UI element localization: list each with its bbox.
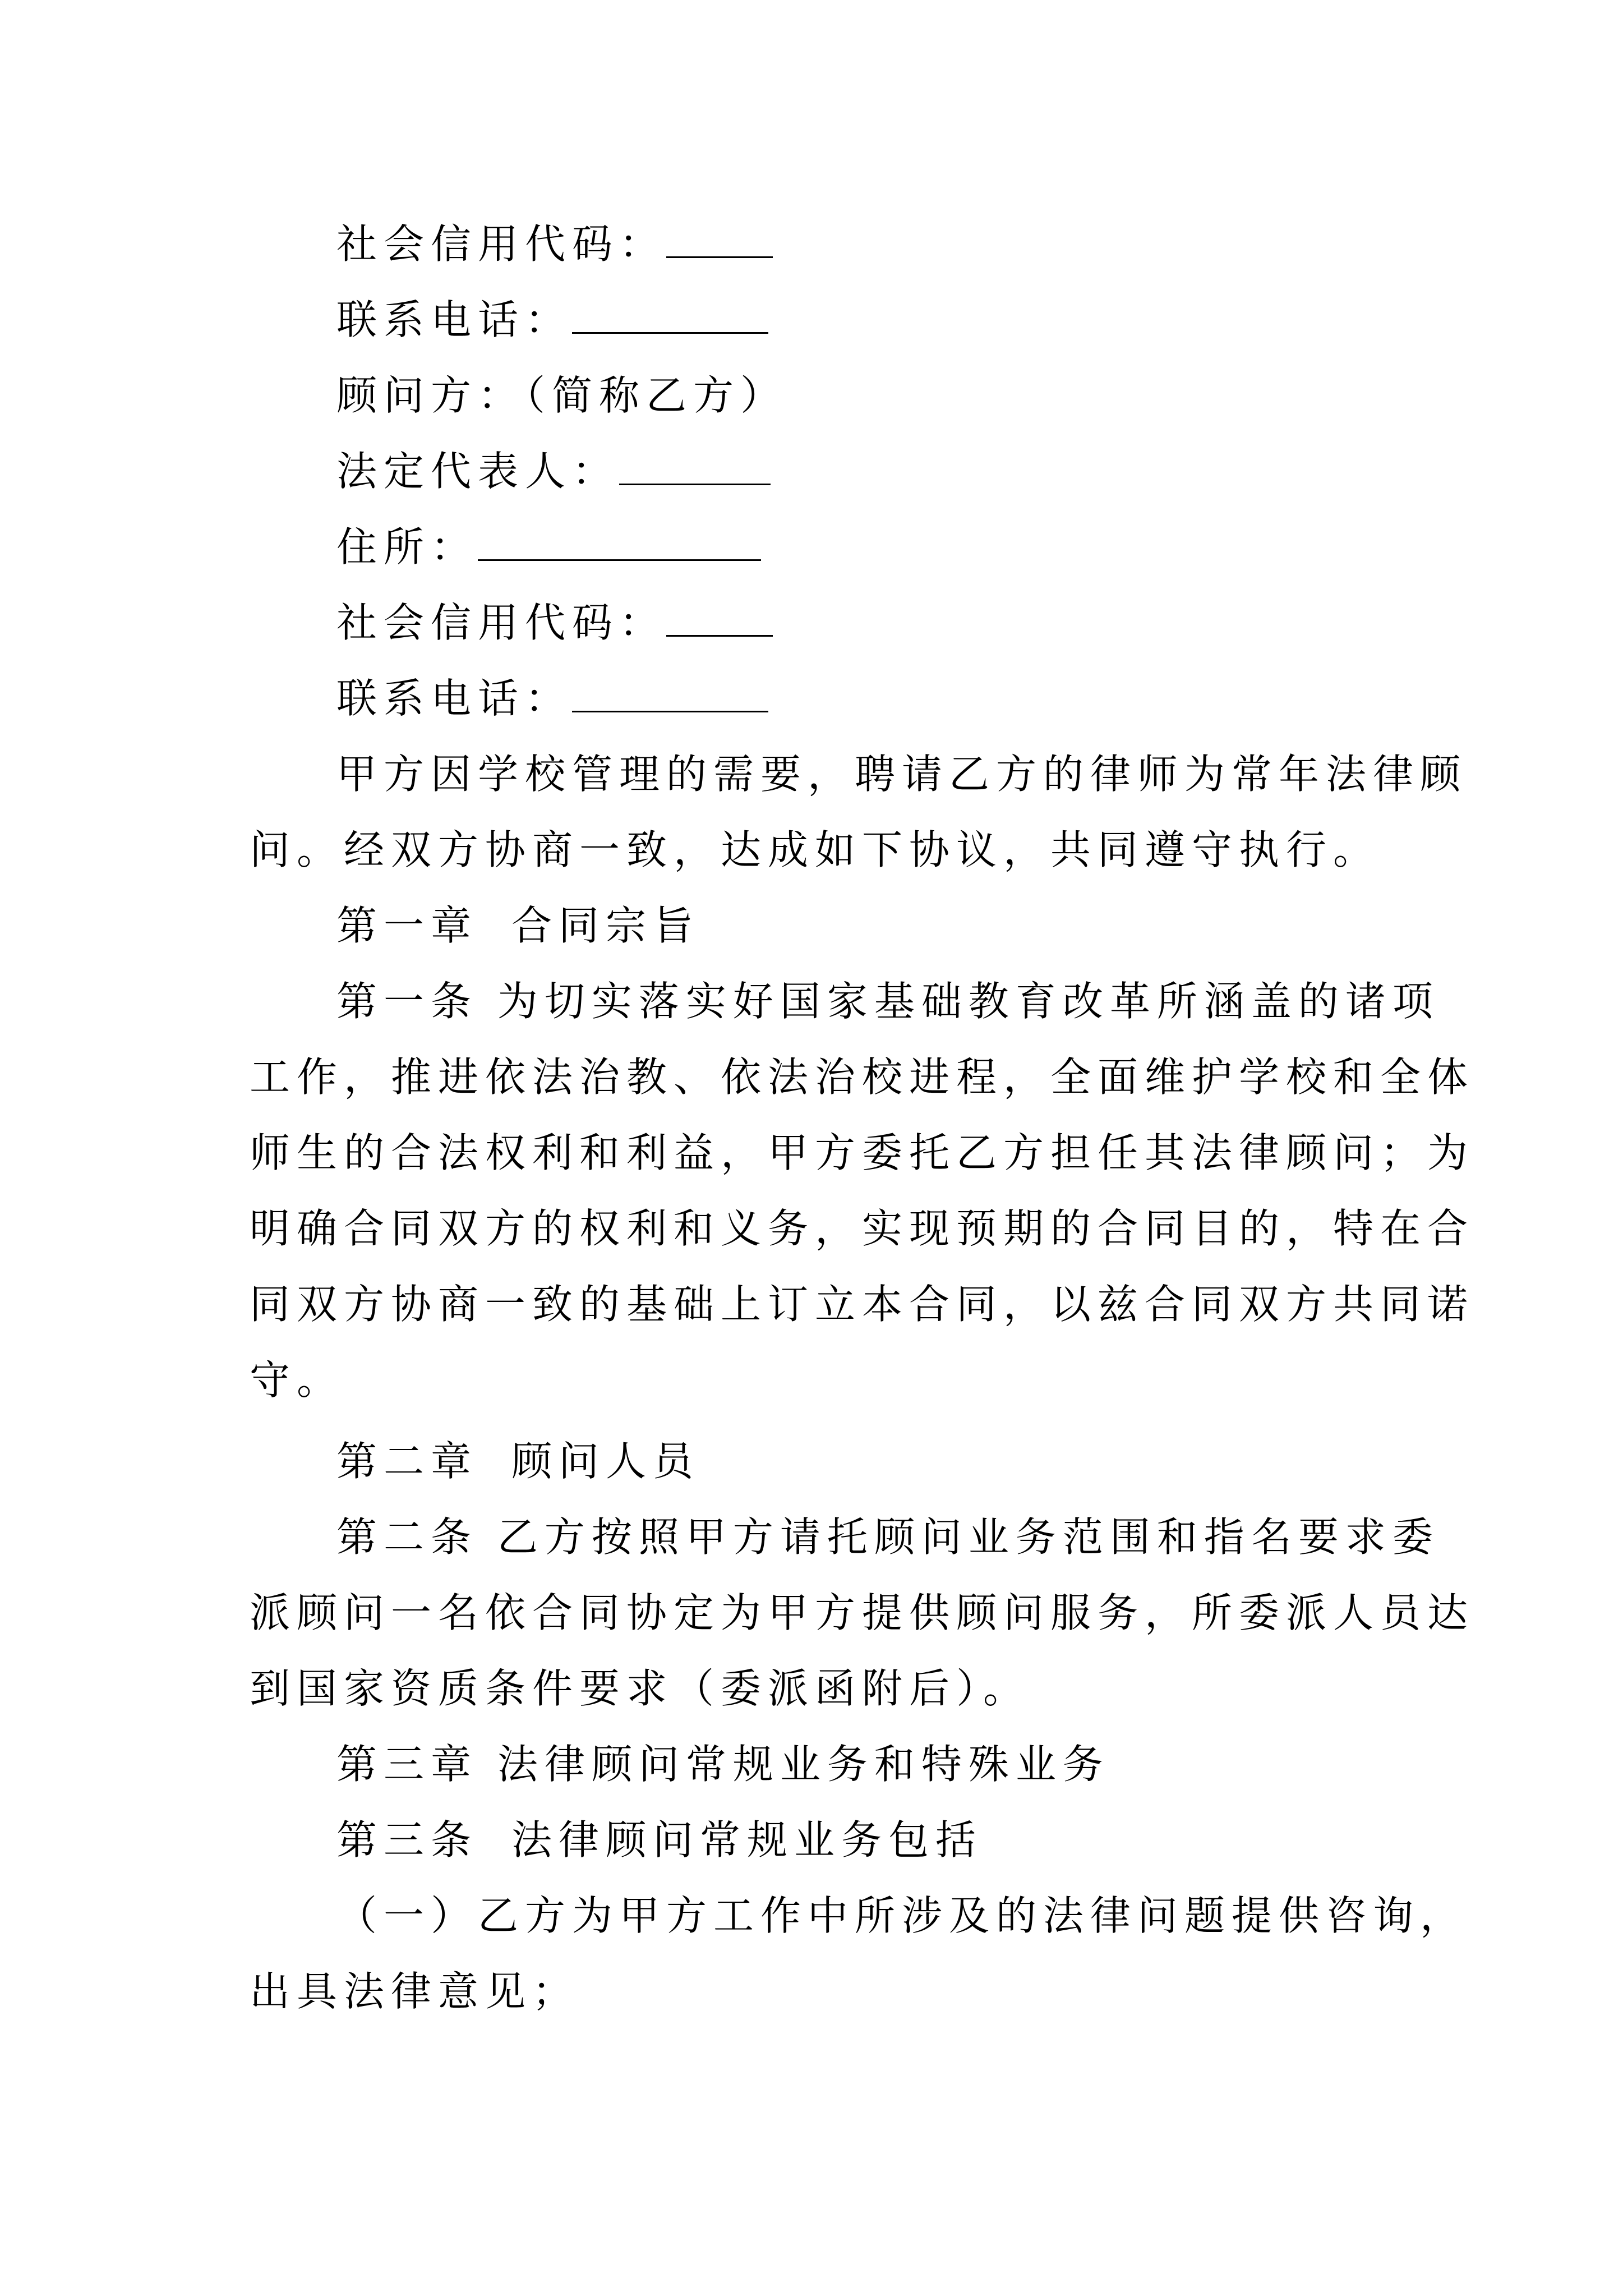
article-1-line-1: 第一条 为切实落实好国家基础教育改革所涵盖的诸项: [336, 978, 1440, 1025]
chapter-1-heading: [336, 898, 700, 954]
party-b-phone-line: [336, 670, 768, 726]
article-3-number: 第三条: [336, 1816, 478, 1864]
chapter-2-heading: [336, 1433, 700, 1489]
party-b-credit-code-line: [336, 595, 773, 651]
article-1-line-4: 明确合同双方的权利和义务，实现预期的合同目的，特在合: [250, 1205, 1475, 1252]
article-1-line-3: 师生的合法权利和利益，甲方委托乙方担任其法律顾问；为: [250, 1129, 1475, 1176]
party-b-legal-rep-blank: [619, 455, 771, 485]
party-b-address-line: [336, 519, 761, 575]
party-a-phone-label: 联系电话：: [336, 296, 573, 343]
chapter-3-heading: 第三章 法律顾问常规业务和特殊业务: [336, 1741, 1110, 1788]
party-a-credit-code-blank: [666, 228, 773, 258]
article-2-line-2: 派顾问一名依合同协定为甲方提供顾问服务，所委派人员达: [250, 1589, 1475, 1636]
party-b-address-label: 住所：: [336, 523, 478, 570]
party-b-title: 顾问方：（简称乙方）: [336, 372, 788, 419]
intro-line-1: 甲方因学校管理的需要，聘请乙方的律师为常年法律顾: [336, 751, 1468, 798]
article-3-heading: [336, 1812, 983, 1868]
party-b-phone-label: 联系电话：: [336, 675, 573, 722]
party-a-credit-code-line: [336, 216, 773, 272]
chapter-2-number: 第二章: [336, 1438, 478, 1485]
party-b-legal-rep-label: 法定代表人：: [336, 448, 620, 495]
article-1-line-2: 工作，推进依法治教、依法治校进程，全面维护学校和全体: [250, 1053, 1475, 1101]
article-1-line-6: 守。: [250, 1356, 344, 1404]
chapter-1-title: 合同宗旨: [511, 902, 700, 949]
intro-line-2: 问。经双方协商一致，达成如下协议，共同遵守执行。: [250, 826, 1381, 873]
chapter-1-number: 第一章: [336, 902, 478, 949]
article-1-line-5: 同双方协商一致的基础上订立本合同，以兹合同双方共同诺: [250, 1281, 1475, 1328]
party-a-phone-line: [336, 292, 768, 348]
party-b-phone-blank: [572, 683, 768, 712]
article-2-line-1: 第二条 乙方按照甲方请托顾问业务范围和指名要求委: [336, 1513, 1440, 1561]
party-a-credit-code-label: 社会信用代码：: [336, 220, 667, 268]
party-a-phone-blank: [572, 304, 768, 334]
chapter-2-title: 顾问人员: [511, 1438, 700, 1485]
party-b-legal-rep-line: [336, 443, 771, 499]
article-3-title: 法律顾问常规业务包括: [511, 1816, 983, 1864]
party-b-address-blank: [478, 531, 761, 561]
party-b-credit-code-label: 社会信用代码：: [336, 599, 667, 646]
party-b-credit-code-blank: [666, 607, 773, 637]
article-2-line-3: 到国家资质条件要求（委派函附后）。: [250, 1665, 1031, 1712]
item-1-line-1: （一）乙方为甲方工作中所涉及的法律问题提供咨询，: [336, 1892, 1468, 1939]
item-1-line-2: 出具法律意见；: [250, 1968, 580, 2015]
